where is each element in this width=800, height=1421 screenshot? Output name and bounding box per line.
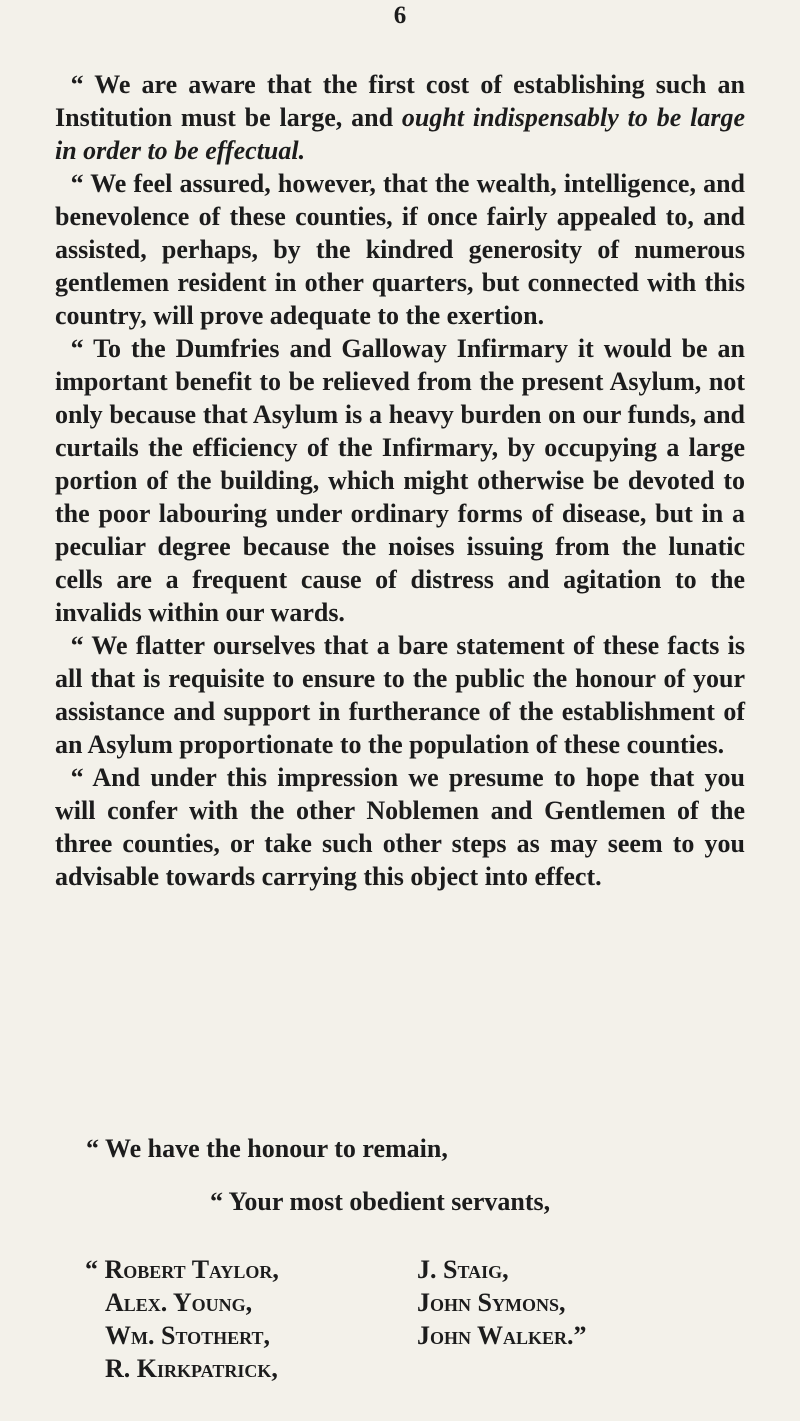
signatory-r-kirkpatrick: R. Kirkpatrick, bbox=[105, 1354, 278, 1383]
paragraph-1-emphasis: ought indispensably to be large in order to be effectual. bbox=[55, 103, 745, 165]
signatory-alex-young: Alex. Young, bbox=[105, 1288, 253, 1317]
paragraph-3: “ To the Dumfries and Galloway Infirmary it would be an important benefit to be relieved from the present Asylum, not only because that Asylum is a heavy burden on our funds, and curtails the efficiency of the Infirmary, by occupying a large portion of the building, which might otherwise be devoted to the poor labouring under ordinary forms of disease, but in a peculiar degree because the noises issuing from the lunatic cells are a frequent cause of distress and agitation to the invalids within our wards. bbox=[55, 334, 745, 627]
signatory-wm-stothert: Wm. Stothert, bbox=[105, 1321, 271, 1350]
letter-body bbox=[55, 68, 745, 893]
signatory-empty bbox=[417, 1352, 757, 1385]
signatory-robert-taylor: “ Robert Taylor, bbox=[85, 1255, 279, 1284]
closing-line-2 bbox=[0, 1187, 800, 1217]
closing-line-1 bbox=[0, 1134, 800, 1164]
closing-line-2-text: “ Your most obedient servants, bbox=[210, 1187, 551, 1216]
signatory-j-staig: J. Staig, bbox=[417, 1255, 509, 1284]
signatories bbox=[85, 1253, 775, 1385]
page-number: 6 bbox=[393, 2, 407, 29]
paragraph-2: “ We feel assured, however, that the wealth, intelligence, and benevolence of these counties, if once fairly appealed to, and assisted, perhaps, by the kindred generosity of numerous gentlemen resident in other quarters, but connected with this country, will prove adequate to the exertion. bbox=[55, 169, 745, 330]
paragraph-5: “ And under this impression we presume to hope that you will confer with the other Noblemen and Gentlemen of the three counties, or take such other steps as may seem to you advisable towards carrying this object into effect. bbox=[55, 763, 745, 891]
paragraph-1-text: “ We are aware that the first cost of establishing such an Institution must be large, and bbox=[55, 70, 745, 132]
paragraph-4: “ We flatter ourselves that a bare statement of these facts is all that is requisite to ensure to the public the honour of your assistance and support in furtherance of the establishment of an Asylum proportionate to the population of these counties. bbox=[55, 631, 745, 759]
signatory-john-walker: John Walker.” bbox=[417, 1321, 587, 1350]
closing-line-1-text: “ We have the honour to remain, bbox=[86, 1134, 448, 1163]
signatory-john-symons: John Symons, bbox=[417, 1288, 566, 1317]
paragraph-1 bbox=[55, 68, 745, 167]
